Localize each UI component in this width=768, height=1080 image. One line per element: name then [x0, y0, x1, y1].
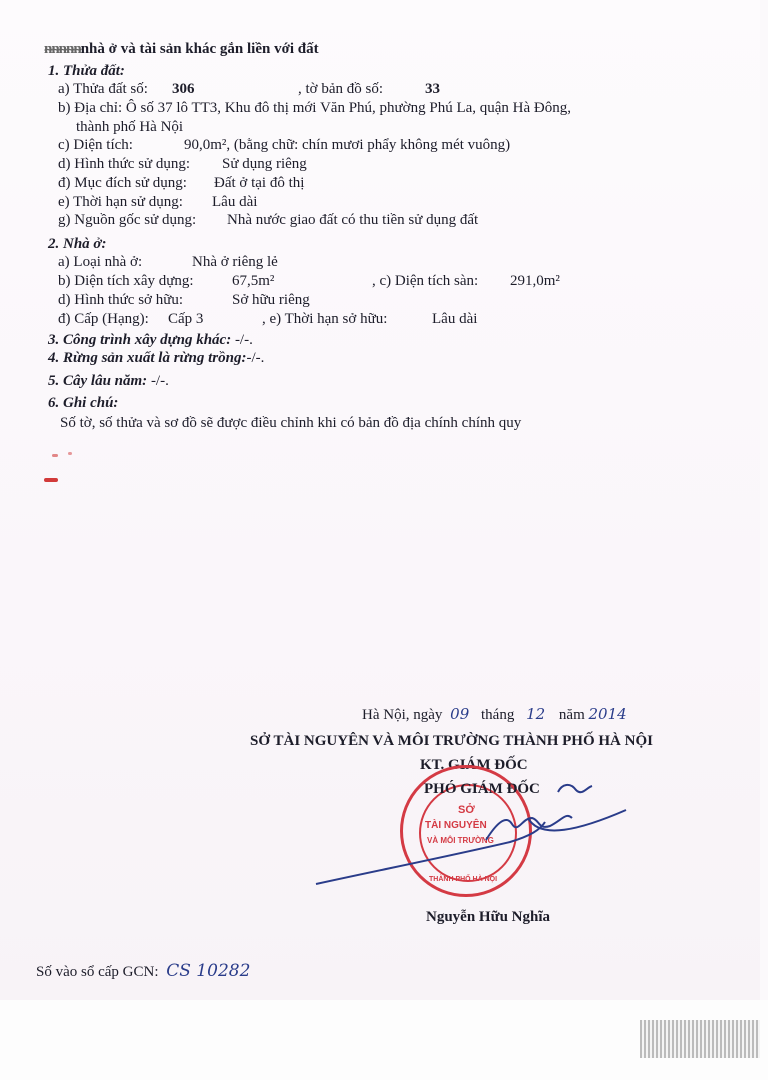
signer-name: Nguyễn Hữu Nghĩa [426, 909, 551, 925]
section-1-title: 1. Thửa đất: [48, 63, 125, 79]
seal-center-top: SỞ [458, 804, 475, 816]
area-value: 90,0m², (bằng chữ: chín mươi phẩy không mét vuông) [184, 137, 511, 153]
section-6-note: Số tờ, số thửa và sơ đồ sẽ được điều chỉnh khi có bản đồ địa chính chính quy [60, 415, 522, 431]
section-4-value: -/-. [246, 350, 265, 366]
seal-center-mid: TÀI NGUYÊN [425, 820, 487, 831]
address-line-1: b) Địa chỉ: Ô số 37 lô TT3, Khu đô thị mới Văn Phú, phường Phú La, quận Hà Đông, [58, 100, 571, 116]
barcode-watermark [640, 1020, 760, 1058]
section-6-title: 6. Ghi chú: [48, 395, 119, 411]
house-grade-value: Cấp 3 [168, 311, 204, 327]
section-2-title: 2. Nhà ở: [48, 236, 107, 252]
floor-area-label: , c) Diện tích sàn: [372, 273, 479, 289]
red-ink-speck [44, 478, 58, 482]
parcel-number-label: a) Thửa đất số: [58, 81, 148, 97]
handwritten-signature [300, 770, 630, 900]
house-type-value: Nhà ở riêng lẻ [192, 254, 278, 270]
area-label: c) Diện tích: [58, 137, 133, 153]
ownership-term-value: Lâu dài [432, 311, 478, 327]
issuing-authority: SỞ TÀI NGUYÊN VÀ MÔI TRƯỜNG THÀNH PHỐ HÀ NỘI [250, 733, 653, 749]
usage-origin-value: Nhà nước giao đất có thu tiền sử dụng đất [227, 212, 479, 228]
red-ink-speck [68, 452, 72, 455]
section-5-value: -/-. [150, 373, 169, 389]
registry-value: CS 10282 [166, 961, 251, 981]
usage-purpose-value: Đất ở tại đô thị [214, 175, 305, 191]
map-sheet-label: , tờ bản đồ số: [298, 81, 384, 97]
map-sheet-value: 33 [425, 81, 440, 97]
floor-area-value: 291,0m² [510, 273, 560, 289]
section-4-line [48, 349, 264, 367]
section-5-line [48, 372, 169, 390]
building-area-label: b) Diện tích xây dựng: [58, 273, 194, 289]
section-3-value: -/-. [234, 332, 253, 348]
address-line-2: thành phố Hà Nội [76, 119, 184, 135]
issue-month: 12 [526, 705, 546, 723]
section-5-title: 5. Cây lâu năm: [48, 373, 148, 389]
house-type-label: a) Loại nhà ở: [58, 254, 143, 270]
signer-position: PHÓ GIÁM ĐỐC [424, 781, 540, 797]
issue-day: 09 [450, 705, 470, 723]
section-4-title: 4. Rừng sản xuất là rừng trồng: [48, 350, 247, 366]
ownership-form-value: Sở hữu riêng [232, 292, 310, 308]
section-3-title: 3. Công trình xây dựng khác: [48, 332, 232, 348]
usage-form-value: Sử dụng riêng [222, 156, 307, 172]
seal-ring-bottom: THÀNH PHỐ HÀ NỘI [429, 876, 498, 883]
signature-kt-title: KT. GIÁM ĐỐC [420, 757, 528, 773]
issue-year: 2014 [588, 705, 627, 723]
ownership-form-label: d) Hình thức sở hữu: [58, 292, 184, 308]
document-header: ᵰᵰᵰᵰᵰnhà ở và tài sản khác gắn liền với đất [44, 41, 319, 57]
registry-number-line [36, 962, 250, 981]
ownership-term-label: , e) Thời hạn sở hữu: [262, 311, 388, 327]
parcel-number-value: 306 [172, 81, 195, 97]
usage-term-label: e) Thời hạn sử dụng: [58, 194, 183, 210]
usage-origin-label: g) Nguồn gốc sử dụng: [58, 212, 197, 228]
seal-center-bottom: VÀ MÔI TRƯỜNG [427, 836, 494, 845]
registry-label: Số vào sổ cấp GCN: [36, 964, 159, 980]
usage-purpose-label: đ) Mục đích sử dụng: [58, 175, 187, 191]
section-3-line [48, 331, 253, 349]
usage-term-value: Lâu dài [212, 194, 258, 210]
usage-form-label: d) Hình thức sử dụng: [58, 156, 191, 172]
house-grade-label: đ) Cấp (Hạng): [58, 311, 149, 327]
issue-date-line: Hà Nội, ngày 09 tháng 12 năm 2014 [362, 705, 627, 723]
building-area-value: 67,5m² [232, 273, 275, 289]
red-ink-speck [52, 454, 58, 457]
